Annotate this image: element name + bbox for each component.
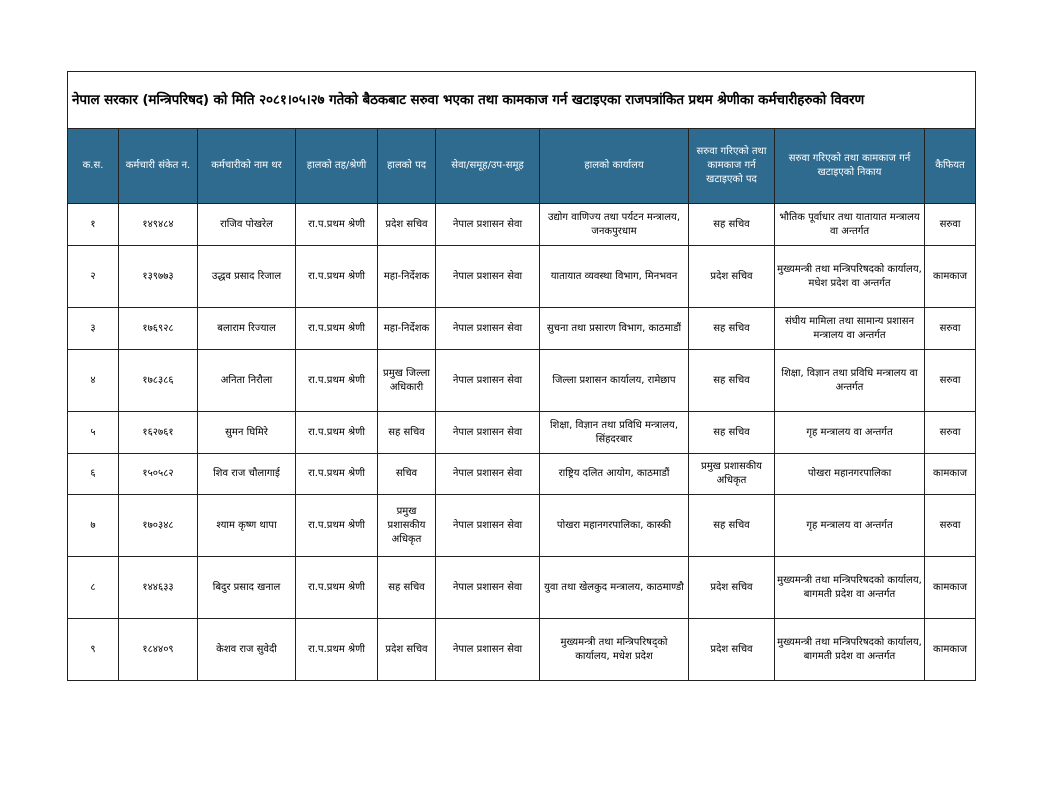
cell-employee-code: १६२७६१ [119,412,198,454]
table-row [68,412,976,454]
cell-remarks: सरुवा [925,308,976,350]
cell-new-office: मुख्यमन्त्री तथा मन्त्रिपरिषदको कार्यालय, मधेश प्रदेश वा अन्तर्गत [775,246,925,308]
cell-current-post: सह सचिव [378,557,436,619]
header-current-office: हालको कार्यालय [540,129,689,204]
cell-new-office: शिक्षा, विज्ञान तथा प्रविधि मन्त्रालय वा अन्तर्गत [775,350,925,412]
cell-employee-code: १७०३४८ [119,495,198,557]
header-employee-code: कर्मचारी संकेत न. [119,129,198,204]
cell-level: रा.प.प्रथम श्रेणी [296,308,378,350]
cell-serial: ३ [68,308,119,350]
transfer-table [67,71,976,681]
cell-service: नेपाल प्रशासन सेवा [436,495,540,557]
cell-current-post: महा-निर्देशक [378,308,436,350]
cell-level: रा.प.प्रथम श्रेणी [296,454,378,495]
cell-serial: ६ [68,454,119,495]
header-level: हालको तह/श्रेणी [296,129,378,204]
cell-serial: ४ [68,350,119,412]
header-current-post: हालको पद [378,129,436,204]
cell-new-office: पोखरा महानगरपालिका [775,454,925,495]
table-row [68,619,976,681]
table-row [68,246,976,308]
document-title: नेपाल सरकार (मन्त्रिपरिषद) को मिति २०८१।०५।२७ गतेको बैठकबाट सरुवा भएका तथा कामकाज गर्न खटाइएका राजपत्रांकित प्रथम श्रेणीका कर्मचारीहरुको विवरण [68,72,976,129]
cell-employee-name: शिव राज चौलागाई [198,454,296,495]
table-row [68,454,976,495]
cell-current-office: सुचना तथा प्रसारण विभाग, काठमाडौं [540,308,689,350]
table-header [68,129,976,204]
cell-remarks: कामकाज [925,246,976,308]
cell-remarks: सरुवा [925,495,976,557]
cell-serial: ९ [68,619,119,681]
cell-new-post: प्रदेश सचिव [689,246,775,308]
cell-service: नेपाल प्रशासन सेवा [436,412,540,454]
cell-service: नेपाल प्रशासन सेवा [436,350,540,412]
cell-remarks: कामकाज [925,454,976,495]
cell-employee-name: बलाराम रिज्याल [198,308,296,350]
cell-service: नेपाल प्रशासन सेवा [436,454,540,495]
cell-employee-code: १४९४८४ [119,204,198,246]
table-row [68,308,976,350]
cell-current-office: यातायात व्यवस्था विभाग, मिनभवन [540,246,689,308]
transfer-document [67,71,975,681]
cell-new-post: सह सचिव [689,350,775,412]
cell-remarks: सरुवा [925,350,976,412]
cell-new-post: सह सचिव [689,412,775,454]
cell-new-office: गृह मन्त्रालय वा अन्तर्गत [775,412,925,454]
cell-new-office: मुख्यमन्त्री तथा मन्त्रिपरिषदको कार्यालय, बागमती प्रदेश वा अन्तर्गत [775,557,925,619]
cell-service: नेपाल प्रशासन सेवा [436,246,540,308]
cell-current-post: सह सचिव [378,412,436,454]
cell-current-office: युवा तथा खेलकुद मन्त्रालय, काठमाण्डौ [540,557,689,619]
cell-service: नेपाल प्रशासन सेवा [436,308,540,350]
table-row [68,557,976,619]
cell-employee-name: अनिता निरौला [198,350,296,412]
cell-employee-code: १४४६३३ [119,557,198,619]
cell-employee-name: श्याम कृष्ण थापा [198,495,296,557]
cell-remarks: सरुवा [925,204,976,246]
cell-serial: ५ [68,412,119,454]
header-new-office: सरुवा गरिएको तथा कामकाज गर्न खटाइएको निकाय [775,129,925,204]
cell-current-office: शिक्षा, विज्ञान तथा प्रविधि मन्त्रालय, सिंहदरबार [540,412,689,454]
cell-employee-code: १८४४०९ [119,619,198,681]
cell-new-post: प्रदेश सचिव [689,619,775,681]
cell-employee-name: सुमन घिमिरे [198,412,296,454]
cell-current-office: जिल्ला प्रशासन कार्यालय, रामेछाप [540,350,689,412]
cell-current-office: उद्योग वाणिज्य तथा पर्यटन मन्त्रालय, जनकपुरधाम [540,204,689,246]
cell-current-office: मुख्यमन्त्री तथा मन्त्रिपरिषद्को कार्यालय, मधेश प्रदेश [540,619,689,681]
cell-serial: १ [68,204,119,246]
cell-new-post: सह सचिव [689,308,775,350]
cell-new-post: सह सचिव [689,204,775,246]
header-employee-name: कर्मचारीको नाम थर [198,129,296,204]
cell-current-post: प्रमुख प्रशासकीय अधिकृत [378,495,436,557]
cell-new-office: भौतिक पूर्वाधार तथा यातायात मन्त्रालय वा अन्तर्गत [775,204,925,246]
cell-serial: ८ [68,557,119,619]
cell-level: रा.प.प्रथम श्रेणी [296,495,378,557]
cell-service: नेपाल प्रशासन सेवा [436,557,540,619]
cell-current-office: पोखरा महानगरपालिका, कास्की [540,495,689,557]
cell-employee-code: १५०५८२ [119,454,198,495]
cell-service: नेपाल प्रशासन सेवा [436,619,540,681]
cell-level: रा.प.प्रथम श्रेणी [296,204,378,246]
cell-level: रा.प.प्रथम श्रेणी [296,412,378,454]
header-remarks: कैफियत [925,129,976,204]
cell-new-office: गृह मन्त्रालय वा अन्तर्गत [775,495,925,557]
cell-new-post: सह सचिव [689,495,775,557]
cell-remarks: सरुवा [925,412,976,454]
table-row [68,350,976,412]
cell-level: रा.प.प्रथम श्रेणी [296,246,378,308]
cell-new-post: प्रमुख प्रशासकीय अधिकृत [689,454,775,495]
table-row [68,204,976,246]
cell-serial: ७ [68,495,119,557]
cell-employee-name: राजिव पोखरेल [198,204,296,246]
cell-employee-code: १७६९२८ [119,308,198,350]
cell-level: रा.प.प्रथम श्रेणी [296,619,378,681]
cell-current-post: प्रमुख जिल्ला अधिकारी [378,350,436,412]
header-service: सेवा/समूह/उप-समूह [436,129,540,204]
cell-employee-name: बिदुर प्रसाद खनाल [198,557,296,619]
header-serial: क.स. [68,129,119,204]
cell-new-office: मुख्यमन्त्री तथा मन्त्रिपरिषदको कार्यालय, बागमती प्रदेश वा अन्तर्गत [775,619,925,681]
cell-current-post: सचिव [378,454,436,495]
header-new-post: सरुवा गरिएको तथा कामकाज गर्न खटाइएको पद [689,129,775,204]
cell-employee-name: उद्धव प्रसाद रिजाल [198,246,296,308]
cell-new-post: प्रदेश सचिव [689,557,775,619]
table-row [68,495,976,557]
cell-current-post: प्रदेश सचिव [378,204,436,246]
cell-current-post: प्रदेश सचिव [378,619,436,681]
cell-employee-name: केशव राज सुवेदी [198,619,296,681]
cell-service: नेपाल प्रशासन सेवा [436,204,540,246]
table-body [68,204,976,681]
cell-current-post: महा-निर्देशक [378,246,436,308]
cell-employee-code: १३९७७३ [119,246,198,308]
cell-new-office: संघीय मामिला तथा सामान्य प्रशासन मन्त्रालय वा अन्तर्गत [775,308,925,350]
cell-serial: २ [68,246,119,308]
cell-remarks: कामकाज [925,619,976,681]
cell-level: रा.प.प्रथम श्रेणी [296,350,378,412]
cell-level: रा.प.प्रथम श्रेणी [296,557,378,619]
cell-employee-code: १७८३८६ [119,350,198,412]
cell-remarks: कामकाज [925,557,976,619]
cell-current-office: राष्ट्रिय दलित आयोग, काठमाडौं [540,454,689,495]
